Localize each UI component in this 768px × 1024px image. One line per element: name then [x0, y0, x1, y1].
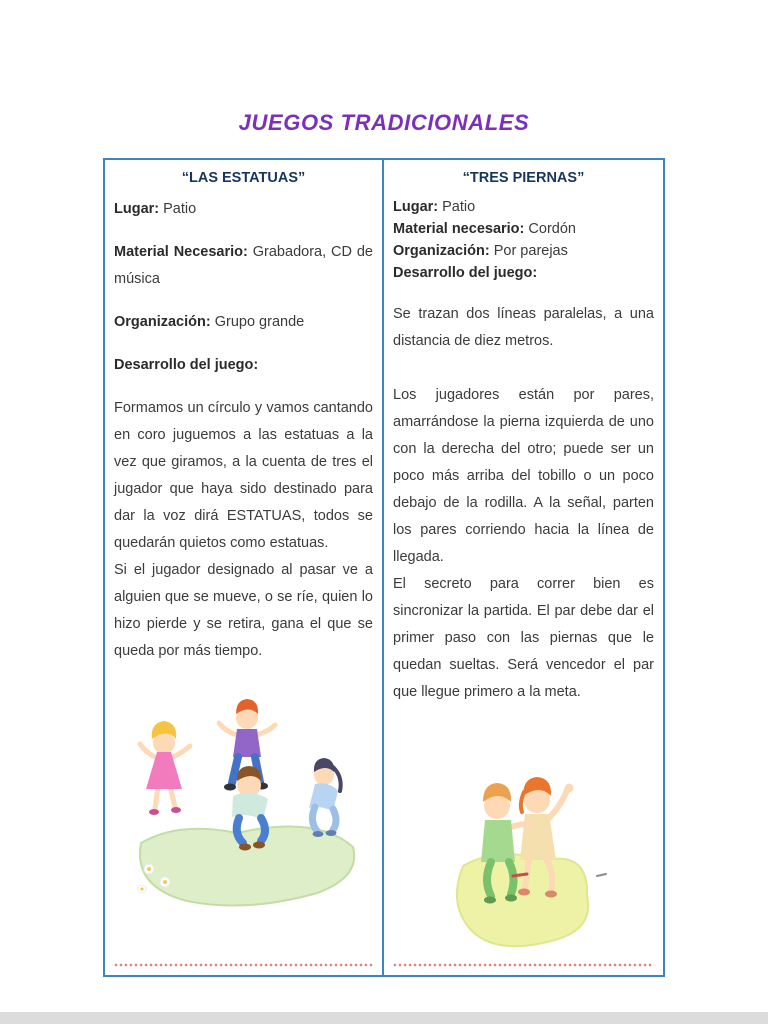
column-las-estatuas — [105, 160, 384, 975]
stray-dash-mark — [597, 874, 606, 876]
field-organizacion — [393, 240, 654, 262]
las-estatuas-header: “LAS ESTATUAS” — [181, 170, 306, 186]
spellcheck-squiggle — [393, 963, 654, 967]
children-circle-illustration — [119, 683, 369, 921]
column-tres-piernas — [384, 160, 663, 975]
field-label: Desarrollo del juego: — [393, 265, 538, 281]
child-figure-girl-blue — [309, 758, 341, 837]
field-value: Grupo grande — [214, 314, 305, 330]
field-lugar — [393, 196, 654, 218]
field-value: Patio — [163, 201, 197, 217]
field-desarrollo — [393, 262, 654, 284]
page-bottom-edge — [0, 1012, 768, 1024]
field-material — [114, 239, 373, 293]
game-description-paragraph: Se trazan dos líneas paralelas, a una distancia de diez metros. — [393, 306, 654, 349]
tres-piernas-header: “TRES PIERNAS” — [462, 170, 585, 186]
game-description-paragraph: El secreto para correr bien es sincronizar la partida. El par debe dar el primer paso con las piernas que le quedan sueltas. Será vencedor el par que llegue primero a la meta. — [393, 576, 654, 700]
document-content — [103, 0, 665, 977]
field-label: Lugar: — [393, 199, 439, 215]
field-lugar — [114, 196, 373, 223]
page-title: JUEGOS TRADICIONALES — [238, 110, 530, 135]
games-table — [103, 158, 665, 977]
field-organizacion — [114, 309, 373, 336]
game-description-paragraph: Si el jugador designado al pasar ve a alguien que se mueve, o se ríe, quien lo hizo pierde y se retira, gana el que se queda por más tiempo. — [114, 562, 373, 659]
two-children-illustration — [429, 748, 619, 963]
field-value: Grabadora, CD de música — [114, 244, 373, 287]
game-description-paragraph: Los jugadores están por pares, amarrándose la pierna izquierda de uno con la derecha del otro; puede ser un poco más arriba del tobillo o un poco debajo de la rodilla. A la señal, parten los pares corriendo hacia la línea de llegada. — [393, 387, 654, 565]
spellcheck-squiggle — [114, 963, 373, 967]
three-legged-race-illustration — [393, 748, 654, 963]
field-label: Material Necesario: — [114, 244, 248, 260]
field-label: Material necesario: — [393, 221, 525, 237]
field-material — [393, 218, 654, 240]
grass-patch — [139, 827, 353, 906]
field-label: Organización: — [114, 314, 211, 330]
field-label: Organización: — [393, 243, 490, 259]
field-label: Lugar: — [114, 201, 160, 217]
ground-patch — [456, 854, 587, 946]
child-figure-girl-pink — [140, 721, 190, 815]
field-desarrollo — [114, 352, 373, 379]
field-label: Desarrollo del juego: — [114, 357, 259, 373]
game-description-paragraph: Formamos un círculo y vamos cantando en coro juguemos a las estatuas a la vez que giramos, a la cuenta de tres el jugador que haya sido destinado para dar la voz dirá ESTATUAS, todos se quedarán quietos como estatuas. — [114, 400, 373, 551]
field-value: Patio — [442, 199, 476, 215]
field-value: Por parejas — [493, 243, 568, 259]
field-value: Cordón — [528, 221, 576, 237]
statues-game-illustration — [114, 683, 373, 921]
